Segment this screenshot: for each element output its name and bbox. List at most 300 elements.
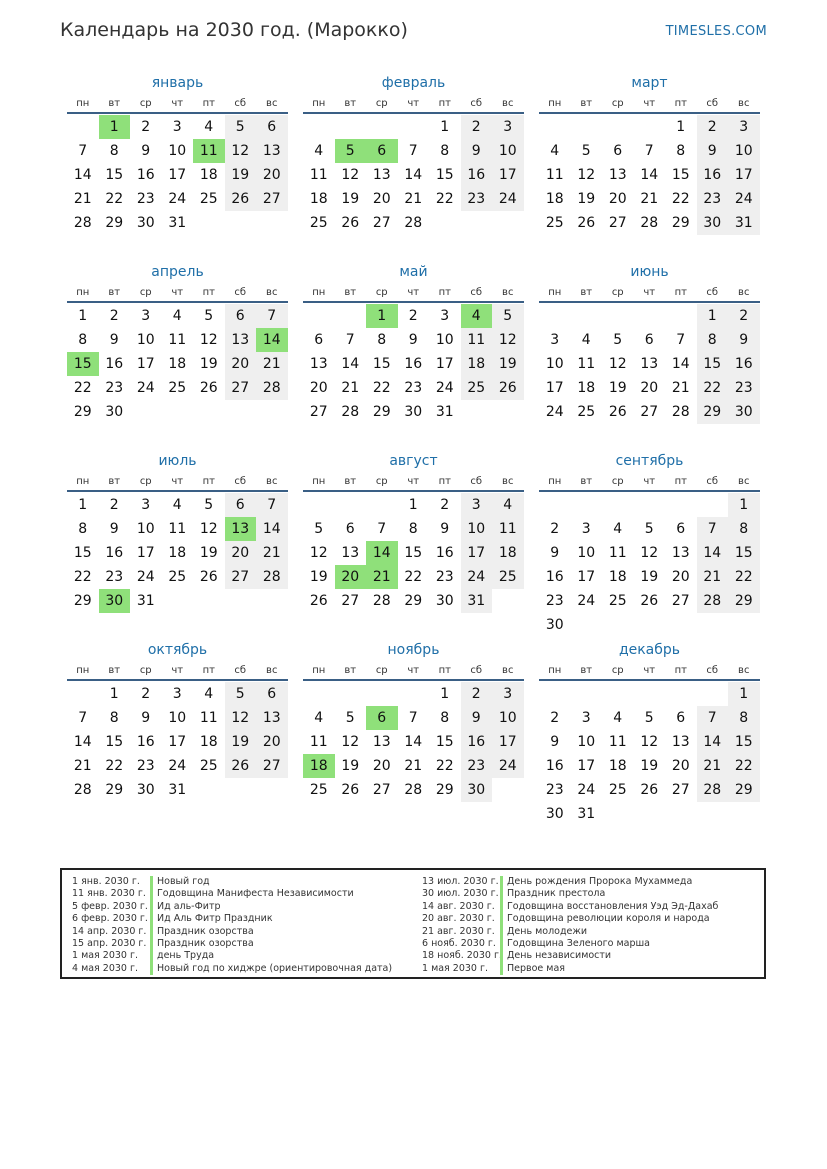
day-cell: 7 [408,710,418,726]
day-cell: 26 [199,569,218,585]
day-cell: 16 [136,167,155,183]
month-12 [539,639,760,822]
day-cell: 24 [577,593,596,609]
day-cell: 1 [440,686,450,702]
weekday-label: вс [738,287,750,298]
empty-cell [193,211,225,235]
empty-cell [193,589,225,613]
day-cell: 23 [136,758,155,774]
day-cell: 23 [728,376,760,400]
empty-cell [225,589,257,613]
weekday-label: вт [580,98,593,109]
day-cell: 25 [309,782,328,798]
weekday-header [539,661,760,681]
day-cell: 28 [341,404,360,420]
day-cell: 18 [577,380,596,396]
day-cell: 26 [341,782,360,798]
day-cell: 11 [461,328,493,352]
day-cell: 27 [372,215,391,231]
day-cell: 2 [141,686,151,702]
empty-cell [429,211,461,235]
day-cell: 17 [435,356,454,372]
legend-date: 1 янв. 2030 г. [72,876,140,887]
day-cell: 19 [577,191,596,207]
day-cell: 14 [697,730,729,754]
weekday-label: сб [706,287,719,298]
day-cell: 11 [168,332,187,348]
day-cell: 16 [697,163,729,187]
day-cell: 27 [640,404,659,420]
legend-date: 15 апр. 2030 г. [72,937,147,949]
day-cell: 13 [256,706,288,730]
day-cell: 14 [341,356,360,372]
day-cell: 8 [728,517,760,541]
day-cell: 28 [73,215,92,231]
day-cell: 20 [256,730,288,754]
day-cell: 29 [73,404,92,420]
day-cell: 1 [78,497,88,513]
day-cell: 22 [671,191,690,207]
day-cell: 30 [136,215,155,231]
day-cell: 11 [492,517,524,541]
day-cell: 22 [435,758,454,774]
day-cell: 16 [136,734,155,750]
day-cell: 24 [577,782,596,798]
day-cell: 6 [676,521,686,537]
day-cell: 18 [199,734,218,750]
empty-cell [162,400,194,424]
empty-cell [225,211,257,235]
day-cell: 10 [168,710,187,726]
day-cell: 8 [728,706,760,730]
day-cell: 6 [366,139,398,163]
weekday-label: сб [234,665,247,676]
days-grid [303,682,524,802]
weekday-label: ср [611,476,624,487]
day-cell: 25 [608,593,627,609]
day-cell: 23 [545,593,564,609]
day-cell: 8 [109,710,119,726]
day-cell: 8 [676,143,686,159]
weekday-label: ср [139,98,152,109]
days-grid [539,304,760,424]
empty-cell [398,115,430,139]
day-cell: 9 [728,328,760,352]
month-4 [67,261,288,439]
month-6 [539,261,760,439]
day-cell: 4 [613,710,623,726]
legend-date: 6 февр. 2030 г. [72,913,148,925]
day-cell: 22 [728,565,760,589]
day-cell: 10 [435,332,454,348]
day-cell: 2 [440,497,450,513]
day-cell: 16 [461,163,493,187]
weekday-label: вс [502,476,514,487]
weekday-label: пн [548,476,562,487]
empty-cell [225,400,257,424]
weekday-label: пт [438,665,451,676]
legend-holiday-name: День рождения Пророка Мухаммеда [500,876,772,888]
empty-cell [571,682,603,706]
month-name: июль [158,453,197,469]
empty-cell [256,589,288,613]
legend-holiday-name: Годовщина Зеленого марша [500,938,772,950]
day-cell: 6 [256,682,288,706]
day-cell: 29 [697,400,729,424]
day-cell: 14 [73,734,92,750]
day-cell: 23 [136,191,155,207]
empty-cell [539,115,571,139]
empty-cell [571,304,603,328]
days-grid [67,304,288,424]
day-cell: 25 [492,565,524,589]
day-cell: 10 [168,143,187,159]
weekday-label: чт [643,98,656,109]
day-cell: 27 [256,754,288,778]
day-cell: 18 [608,758,627,774]
weekday-label: вс [502,665,514,676]
empty-cell [335,304,367,328]
weekday-label: чт [171,665,184,676]
day-cell: 9 [141,143,151,159]
day-cell: 19 [309,569,328,585]
day-cell: 5 [644,521,654,537]
day-cell: 25 [608,782,627,798]
empty-cell [225,778,257,802]
day-cell: 7 [256,304,288,328]
day-cell: 19 [341,191,360,207]
empty-cell [571,613,603,637]
day-cell: 2 [109,308,119,324]
day-cell: 12 [341,167,360,183]
day-cell: 10 [136,521,155,537]
day-cell: 1 [676,119,686,135]
day-cell: 30 [545,617,564,633]
legend-holiday-name: Праздник престола [500,888,772,900]
day-cell: 21 [366,565,398,589]
weekday-label: пт [202,665,215,676]
day-cell: 13 [640,356,659,372]
day-cell: 23 [545,782,564,798]
day-cell: 19 [225,730,257,754]
day-cell: 8 [377,332,387,348]
day-cell: 12 [225,139,257,163]
empty-cell [539,304,571,328]
month-8 [303,450,524,628]
weekday-label: сб [234,287,247,298]
day-cell: 26 [199,380,218,396]
day-cell: 22 [372,380,391,396]
day-cell: 3 [440,308,450,324]
month-5 [303,261,524,439]
day-cell: 27 [608,215,627,231]
day-cell: 18 [303,754,335,778]
empty-cell [130,400,162,424]
day-cell: 14 [404,167,423,183]
legend-holiday-name: Годовщина революции короля и народа [500,913,772,925]
empty-cell [256,211,288,235]
days-grid [67,682,288,802]
empty-cell [335,682,367,706]
day-cell: 7 [78,710,88,726]
weekday-label: пт [674,665,687,676]
empty-cell [303,682,335,706]
day-cell: 13 [608,167,627,183]
weekday-label: ср [375,287,388,298]
day-cell: 11 [309,734,328,750]
empty-cell [539,682,571,706]
day-cell: 5 [314,521,324,537]
day-cell: 28 [671,404,690,420]
day-cell: 14 [256,328,288,352]
weekday-label: чт [643,476,656,487]
day-cell: 25 [461,376,493,400]
day-cell: 18 [545,191,564,207]
day-cell: 16 [545,569,564,585]
day-cell: 27 [671,782,690,798]
day-cell: 24 [492,754,524,778]
day-cell: 31 [577,806,596,822]
day-cell: 13 [372,167,391,183]
month-9 [539,450,760,633]
day-cell: 14 [640,167,659,183]
day-cell: 11 [193,139,225,163]
day-cell: 24 [136,569,155,585]
empty-cell [67,115,99,139]
month-name: июнь [630,264,669,280]
day-cell: 17 [136,545,155,561]
day-cell: 13 [671,734,690,750]
weekday-label: сб [470,665,483,676]
empty-cell [697,613,729,637]
empty-cell [193,400,225,424]
legend-holiday-name: Новый год [150,876,422,888]
day-cell: 2 [461,115,493,139]
day-cell: 5 [225,115,257,139]
day-cell: 24 [728,187,760,211]
empty-cell [697,802,729,826]
day-cell: 6 [225,304,257,328]
weekday-label: пн [76,665,90,676]
day-cell: 28 [697,589,729,613]
day-cell: 27 [225,376,257,400]
day-cell: 10 [577,734,596,750]
day-cell: 19 [199,545,218,561]
day-cell: 26 [225,754,257,778]
weekday-label: вс [502,98,514,109]
empty-cell [398,682,430,706]
day-cell: 9 [697,139,729,163]
day-cell: 12 [309,545,328,561]
day-cell: 22 [697,376,729,400]
weekday-label: вс [738,665,750,676]
day-cell: 21 [640,191,659,207]
day-cell: 11 [608,734,627,750]
day-cell: 2 [550,710,560,726]
month-1 [67,72,288,250]
day-cell: 12 [199,521,218,537]
weekday-label: пт [202,98,215,109]
day-cell: 12 [199,332,218,348]
day-cell: 18 [492,541,524,565]
empty-cell [665,493,697,517]
weekday-label: вт [344,665,357,676]
weekday-label: пт [674,287,687,298]
day-cell: 29 [728,778,760,802]
day-cell: 8 [440,143,450,159]
day-cell: 11 [608,545,627,561]
day-cell: 20 [372,191,391,207]
day-cell: 2 [408,308,418,324]
day-cell: 5 [204,308,214,324]
day-cell: 30 [461,778,493,802]
days-grid [539,493,760,637]
day-cell: 4 [204,119,214,135]
days-grid [67,115,288,235]
day-cell: 15 [671,167,690,183]
day-cell: 28 [697,778,729,802]
day-cell: 7 [78,143,88,159]
day-cell: 26 [341,215,360,231]
weekday-label: пн [76,476,90,487]
day-cell: 5 [204,497,214,513]
day-cell: 4 [581,332,591,348]
empty-cell [461,211,493,235]
empty-cell [162,589,194,613]
empty-cell [665,613,697,637]
empty-cell [634,682,666,706]
month-7 [67,450,288,628]
weekday-header [539,472,760,492]
day-cell: 6 [644,332,654,348]
day-cell: 23 [435,569,454,585]
empty-cell [634,493,666,517]
day-cell: 4 [550,143,560,159]
day-cell: 6 [345,521,355,537]
day-cell: 10 [577,545,596,561]
day-cell: 10 [136,332,155,348]
day-cell: 27 [671,593,690,609]
day-cell: 4 [204,686,214,702]
day-cell: 17 [168,734,187,750]
day-cell: 2 [461,682,493,706]
day-cell: 16 [435,545,454,561]
day-cell: 16 [728,352,760,376]
weekday-label: вс [266,476,278,487]
weekday-label: ср [375,98,388,109]
weekday-label: сб [234,98,247,109]
day-cell: 23 [461,187,493,211]
empty-cell [256,400,288,424]
weekday-label: пт [674,98,687,109]
weekday-label: пн [312,98,326,109]
weekday-label: вт [580,476,593,487]
day-cell: 4 [461,304,493,328]
day-cell: 28 [256,376,288,400]
day-cell: 20 [225,352,257,376]
day-cell: 9 [109,332,119,348]
day-cell: 9 [550,734,560,750]
day-cell: 28 [404,782,423,798]
empty-cell [492,589,524,613]
weekday-header [539,283,760,303]
weekday-header [303,472,524,492]
weekday-label: чт [171,287,184,298]
weekday-label: сб [706,476,719,487]
day-cell: 6 [613,143,623,159]
empty-cell [602,493,634,517]
day-cell: 15 [697,352,729,376]
weekday-header [303,661,524,681]
day-cell: 15 [728,730,760,754]
day-cell: 5 [335,139,367,163]
day-cell: 18 [199,167,218,183]
day-cell: 31 [728,211,760,235]
day-cell: 3 [172,686,182,702]
day-cell: 11 [168,521,187,537]
day-cell: 27 [225,565,257,589]
day-cell: 17 [492,730,524,754]
day-cell: 20 [225,541,257,565]
day-cell: 31 [435,404,454,420]
weekday-header [303,283,524,303]
day-cell: 22 [435,191,454,207]
month-name: ноябрь [387,642,440,658]
day-cell: 17 [168,167,187,183]
day-cell: 6 [314,332,324,348]
day-cell: 24 [435,380,454,396]
day-cell: 20 [640,380,659,396]
day-cell: 6 [366,706,398,730]
day-cell: 18 [608,569,627,585]
weekday-label: сб [470,98,483,109]
day-cell: 14 [256,517,288,541]
days-grid [539,115,760,235]
day-cell: 7 [377,521,387,537]
empty-cell [303,493,335,517]
day-cell: 8 [697,328,729,352]
weekday-label: ср [139,476,152,487]
legend-date: 11 янв. 2030 г. [72,888,146,900]
empty-cell [492,211,524,235]
day-cell: 8 [109,143,119,159]
days-grid [67,493,288,613]
day-cell: 3 [581,710,591,726]
day-cell: 19 [608,380,627,396]
day-cell: 15 [435,167,454,183]
legend-date: 13 июл. 2030 г. [422,876,499,887]
legend-date: 20 авг. 2030 г. [422,913,495,925]
day-cell: 28 [256,565,288,589]
weekday-label: пн [548,98,562,109]
empty-cell [303,115,335,139]
empty-cell [602,304,634,328]
day-cell: 25 [168,569,187,585]
legend-date: 21 авг. 2030 г. [422,925,495,937]
legend-holiday-name: Праздник озорства [150,938,422,950]
weekday-header [303,94,524,114]
month-3 [539,72,760,250]
day-cell: 19 [199,356,218,372]
day-cell: 23 [105,569,124,585]
weekday-label: чт [407,98,420,109]
empty-cell [602,115,634,139]
weekday-label: пн [312,665,326,676]
site-link[interactable]: TIMESLES.COM [665,24,767,39]
month-name: март [631,75,668,91]
day-cell: 9 [550,545,560,561]
day-cell: 21 [404,191,423,207]
